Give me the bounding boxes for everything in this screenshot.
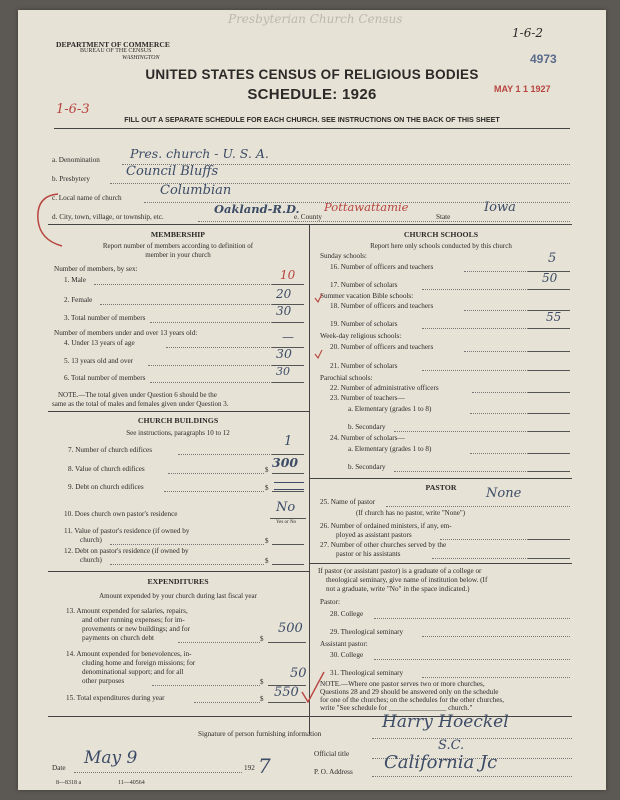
- denomination-value: Pres. church - U. S. A.: [130, 146, 269, 161]
- q24a-dots: [470, 453, 528, 454]
- pastor-note-2: Questions 28 and 29 should be answered only on the schedule: [320, 688, 499, 696]
- q16-dots: [464, 271, 528, 272]
- q22-dots: [472, 392, 528, 393]
- q6-value: 30: [276, 365, 290, 378]
- q29-label: 29. Theological seminary: [330, 628, 404, 636]
- q7-dots: [178, 454, 272, 455]
- q14-line-2: cluding home and foreign missions; for: [82, 659, 196, 667]
- q24a-label: a. Elementary (grades 1 to 8): [348, 445, 432, 453]
- q28-label: 28. College: [330, 610, 364, 618]
- q19-value: 55: [546, 310, 562, 324]
- q3-dots: [150, 322, 272, 323]
- q13-line-1: 13. Amount expended for salaries, repairs,: [66, 607, 188, 615]
- q12-line: [272, 564, 304, 565]
- q2-label: 2. Female: [64, 296, 93, 304]
- q10-line: [270, 518, 306, 519]
- q30-label: 30. College: [330, 651, 364, 659]
- q12-label-1: 12. Debt on pastor's residence (if owned by: [64, 547, 189, 555]
- county-value: Pottawattamie: [324, 200, 409, 214]
- q13-line: [268, 642, 306, 643]
- q1-line: [272, 284, 304, 285]
- q10-hint: Yes or No: [276, 520, 297, 525]
- q10-value: No: [276, 500, 296, 515]
- membership-note-2: same as the total of males and females given under Question 3.: [52, 400, 229, 408]
- q27-dots: [432, 558, 528, 559]
- q4-value: —: [282, 330, 294, 344]
- red-number: 1-6-3: [56, 102, 90, 117]
- weekday-schools-label: Week-day religious schools:: [320, 332, 402, 340]
- q25-hint: (If church has no pastor, write "None"): [356, 509, 466, 517]
- q11-dollar: $: [265, 537, 269, 545]
- county-label: e. County: [294, 213, 322, 221]
- q8-value: 300: [272, 455, 299, 470]
- q12-label-2: church): [80, 556, 102, 564]
- q26-dots: [440, 539, 528, 540]
- q8-dollar: $: [265, 466, 269, 474]
- membership-note-1: NOTE.—The total given under Question 6 should be the: [58, 391, 217, 399]
- q22-label: 22. Number of administrative officers: [330, 384, 439, 392]
- po-address-line: [372, 776, 572, 777]
- official-title-label: Official title: [314, 750, 350, 758]
- red-tick-mark: [298, 668, 328, 708]
- q28-dots: [374, 618, 570, 619]
- q27-line-2: pastor or his assistants: [336, 550, 401, 558]
- po-address-value: California Jc: [384, 752, 498, 773]
- q11-dots: [110, 544, 264, 545]
- q5-label: 5. 13 years old and over: [64, 357, 134, 365]
- q13-dollar: $: [260, 635, 264, 643]
- faded-note: Presbyterian Church Census: [228, 12, 403, 26]
- q24b-label: b. Secondary: [348, 463, 386, 471]
- q7-value: 1: [284, 434, 293, 449]
- schools-title: CHURCH SCHOOLS: [403, 230, 479, 239]
- q23-label: 23. Number of teachers—: [330, 394, 405, 402]
- membership-bottom-rule: [48, 411, 309, 412]
- q8-line: [272, 473, 304, 474]
- washington: WASHINGTON: [122, 55, 160, 61]
- q15-dots: [194, 702, 260, 703]
- department: DEPARTMENT OF COMMERCE: [56, 40, 170, 49]
- q23a-label: a. Elementary (grades 1 to 8): [348, 405, 432, 413]
- official-title-value: S.C.: [438, 738, 465, 753]
- state-label: State: [436, 213, 451, 221]
- year-prefix: 192: [244, 764, 255, 772]
- parochial-label: Parochial schools:: [320, 374, 373, 382]
- q21-dots: [422, 370, 528, 371]
- local-name-label: c. Local name of church: [52, 194, 122, 202]
- graduate-line-1: If pastor (or assistant pastor) is a graduate of a college or: [318, 567, 482, 575]
- q10-label: 10. Does church own pastor's residence: [64, 510, 178, 518]
- q6-line: [272, 382, 304, 383]
- q9-line: [272, 491, 304, 492]
- expenditures-title: EXPENDITURES: [147, 577, 209, 586]
- sunday-schools-label: Sunday schools:: [320, 252, 367, 260]
- q8-label: 8. Value of church edifices: [68, 465, 145, 473]
- q15-value: 550: [274, 685, 299, 700]
- date-value: May 9: [84, 748, 138, 768]
- q14-dots: [152, 685, 260, 686]
- q4-dots: [166, 347, 272, 348]
- q13-line-4: payments on church debt: [82, 634, 155, 642]
- q9-dollar: $: [265, 484, 269, 492]
- denomination-label: a. Denomination: [52, 156, 100, 164]
- q16-label: 16. Number of officers and teachers: [330, 263, 434, 271]
- presbytery-label: b. Presbytery: [52, 175, 90, 183]
- schools-bottom-rule: [309, 478, 572, 479]
- state-value: Iowa: [484, 200, 516, 215]
- signature-value: Harry Hoeckel: [382, 712, 509, 732]
- q23b-dots: [394, 431, 528, 432]
- q11-label-2: church): [80, 536, 102, 544]
- q14-value: 50: [290, 666, 307, 681]
- pastor-note-1: NOTE.—Where one pastor serves two or more churches,: [320, 680, 485, 688]
- pastor-mid-rule: [309, 563, 572, 564]
- pastor-subhead: Pastor:: [320, 598, 340, 606]
- q25-value: None: [486, 486, 522, 501]
- instructions: FILL OUT A SEPARATE SCHEDULE FOR EACH CHURCH. SEE INSTRUCTIONS ON THE BACK OF THIS SHEET: [124, 115, 500, 124]
- q20-dots: [464, 351, 528, 352]
- q6-label: 6. Total number of members: [64, 374, 146, 382]
- q3-value: 30: [276, 304, 292, 318]
- q19-line: [528, 328, 570, 329]
- q23a-dots: [470, 413, 528, 414]
- q24b-dots: [394, 471, 528, 472]
- q29-dots: [422, 636, 570, 637]
- q11-line: [272, 544, 304, 545]
- pastor-note-4: write "See schedule for ________________ church.": [320, 704, 473, 712]
- q23a-line: [528, 413, 570, 414]
- q9-struck-value: [274, 482, 304, 490]
- q1-label: 1. Male: [64, 276, 86, 284]
- q22-line: [528, 392, 570, 393]
- q25-dots: [386, 506, 570, 507]
- q8-dots: [168, 473, 264, 474]
- q15-label: 15. Total expenditures during year: [66, 694, 165, 702]
- q26-line: [528, 539, 570, 540]
- q14-dollar: $: [260, 678, 264, 686]
- q7-label: 7. Number of church edifices: [68, 446, 153, 454]
- q18-dots: [464, 310, 528, 311]
- red-bracket-mark: [30, 190, 66, 250]
- print-number: 11—40564: [118, 780, 145, 786]
- stamp-number: 4973: [530, 52, 557, 66]
- q24b-line: [528, 471, 570, 472]
- schedule-year: SCHEDULE: 1926: [247, 86, 377, 103]
- local-name-value: Columbian: [160, 183, 232, 198]
- q12-dollar: $: [265, 557, 269, 565]
- q17-value: 50: [542, 271, 558, 285]
- buildings-sub: See instructions, paragraphs 10 to 12: [126, 429, 230, 437]
- q14-line-4: other purposes: [82, 677, 125, 685]
- q17-dots: [422, 289, 528, 290]
- graduate-line-3: not a graduate, write "No" in the space indicated.): [326, 585, 470, 593]
- q27-line-1: 27. Number of other churches served by the: [320, 541, 447, 549]
- q2-value: 20: [276, 287, 292, 301]
- table-top-rule: [48, 224, 572, 225]
- q17-line: [528, 289, 570, 290]
- assistant-subhead: Assistant pastor:: [320, 640, 368, 648]
- q21-label: 21. Number of scholars: [330, 362, 398, 370]
- q11-label-1: 11. Value of pastor's residence (if owned by: [64, 527, 190, 535]
- column-divider: [309, 224, 310, 734]
- city-label: d. City, town, village, or township, etc.: [52, 213, 164, 221]
- q12-dots: [110, 564, 264, 565]
- q2-dots: [100, 304, 272, 305]
- graduate-line-2: theological seminary, give name of institution below. (If: [326, 576, 488, 584]
- q24a-line: [528, 453, 570, 454]
- q13-value: 500: [278, 621, 303, 636]
- q21-line: [528, 370, 570, 371]
- q31-dots: [422, 677, 570, 678]
- q15-dollar: $: [260, 695, 264, 703]
- q17-label: 17. Number of scholars: [330, 281, 398, 289]
- q23b-label: b. Secondary: [348, 423, 386, 431]
- q30-dots: [374, 659, 570, 660]
- red-check-marks: [314, 292, 324, 362]
- signature-label: Signature of person furnishing information: [198, 730, 322, 738]
- q31-label: 31. Theological seminary: [330, 669, 404, 677]
- membership-intro-1: Report number of members according to definition of: [102, 242, 254, 250]
- q6-dots: [150, 382, 272, 383]
- received-date-stamp: MAY 1 1 1927: [494, 84, 551, 94]
- q13-line-2: and other running expenses; for im-: [82, 616, 185, 624]
- q27-line: [528, 558, 570, 559]
- form-number: 8—8318 a: [56, 780, 82, 786]
- q19-dots: [422, 328, 528, 329]
- membership-title: MEMBERSHIP: [150, 230, 206, 239]
- q23b-line: [528, 431, 570, 432]
- buildings-title: CHURCH BUILDINGS: [137, 416, 219, 425]
- date-label: Date: [52, 764, 66, 772]
- q24-label: 24. Number of scholars—: [330, 434, 405, 442]
- city-value: Oakland-R.D.: [214, 202, 300, 216]
- q26-line-2: ployed as assistant pastors: [336, 531, 412, 539]
- vacation-schools-label: Summer vacation Bible schools:: [320, 292, 414, 300]
- form-title: UNITED STATES CENSUS OF RELIGIOUS BODIES: [145, 67, 479, 82]
- pastor-note-3: for one of the churches; on the schedules for the other churches,: [320, 696, 505, 704]
- q1-dots: [94, 284, 272, 285]
- membership-intro-2: member in your church: [145, 251, 211, 259]
- q16-value: 5: [548, 251, 557, 266]
- header-divider: [54, 128, 570, 129]
- q19-label: 19. Number of scholars: [330, 320, 398, 328]
- q5-value: 30: [276, 346, 292, 361]
- census-schedule-page: [18, 10, 606, 790]
- q18-label: 18. Number of officers and teachers: [330, 302, 434, 310]
- q20-line: [528, 351, 570, 352]
- corner-number: 1-6-2: [512, 26, 544, 40]
- q20-label: 20. Number of officers and teachers: [330, 343, 434, 351]
- po-address-label: P. O. Address: [314, 768, 353, 776]
- signature-line: [372, 738, 572, 739]
- year-value: 7: [258, 754, 271, 778]
- q5-dots: [148, 365, 272, 366]
- q3-label: 3. Total number of members: [64, 314, 146, 322]
- pastor-title: PASTOR: [425, 483, 457, 492]
- members-by-age-label: Number of members under and over 13 years old:: [54, 329, 198, 337]
- buildings-bottom-rule: [48, 571, 309, 572]
- expenditures-sub: Amount expended by your church during last fiscal year: [99, 592, 257, 600]
- date-line: [74, 772, 242, 773]
- q14-line-3: denominational support; and for all: [82, 668, 184, 676]
- q1-value: 10: [280, 268, 296, 282]
- q14-line-1: 14. Amount expended for benevolences, in-: [66, 650, 192, 658]
- q13-line-3: provements or new buildings; and for: [82, 625, 190, 633]
- q25-label: 25. Name of pastor: [320, 498, 376, 506]
- members-by-sex-label: Number of members, by sex:: [54, 265, 138, 273]
- bureau: BUREAU OF THE CENSUS: [80, 48, 152, 54]
- q9-dots: [164, 491, 264, 492]
- q4-label: 4. Under 13 years of age: [64, 339, 135, 347]
- q26-line-1: 26. Number of ordained ministers, if any, em-: [320, 522, 452, 530]
- q9-label: 9. Debt on church edifices: [68, 483, 144, 491]
- schools-intro: Report here only schools conducted by this church: [370, 242, 512, 250]
- presbytery-value: Council Bluffs: [126, 164, 219, 179]
- city-line: [198, 221, 570, 222]
- q13-dots: [178, 642, 260, 643]
- q3-line: [272, 322, 304, 323]
